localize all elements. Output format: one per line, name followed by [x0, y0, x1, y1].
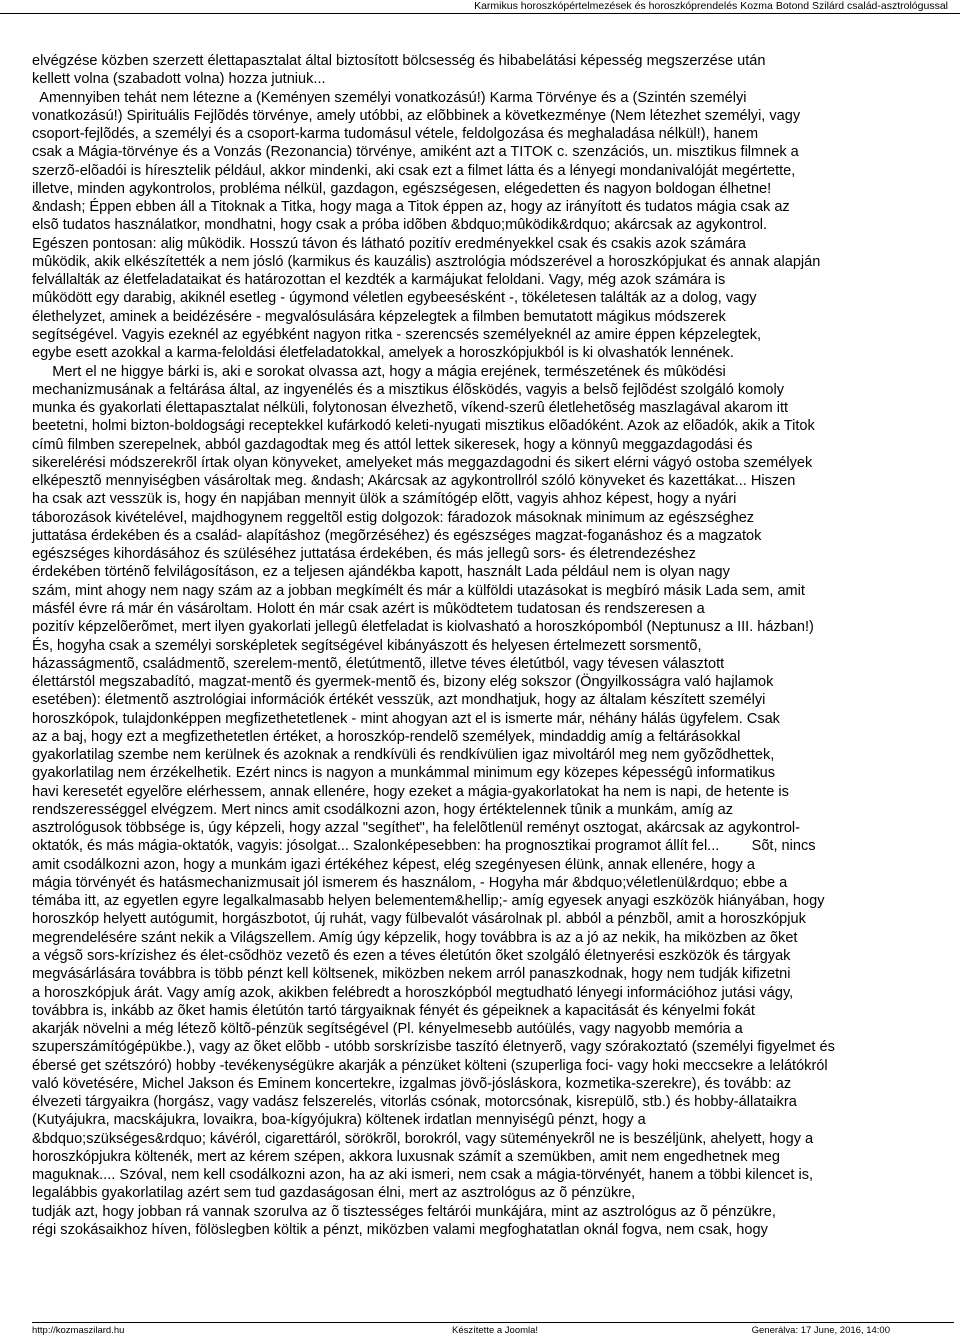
- text-line: továbbra is, inkább az õket hamis életútón tartó tárgyaiknak fényét és gépeiknek a kapacitását és kényelmi fokát: [32, 1002, 755, 1019]
- text-line: régi szokásaikhoz híven, fölöslegben költik a pénzt, miközben valami megfoghatatlan oknál fogva, nem csak, hogy: [32, 1222, 768, 1238]
- text-line: egészséges kihordásához és szüléséhez juttatása érdekében, és más jellegû sors- és életrendezéshez: [32, 546, 696, 563]
- text-line: szuperszámítógépükbe.), vagy az õket elõbb - utóbb sorskrízisbe taszító életnyerõ, vagy szórakoztató (személyi figyelmet és: [32, 1039, 835, 1056]
- text-line: &bdquo;szükséges&rdquo; kávéról, cigarettáról, sörökrõl, borokról, vagy süteményekrõl ne is beszéljünk, ahelyett, hogy a: [32, 1130, 814, 1147]
- text-line: a végsõ sors-krízishez és élet-csõdhöz vezetõ és ezen a téves életútón õket szolgáló életnyerési eszközök és tárgyak: [32, 948, 791, 965]
- text-line: gyakorlatilag szembe nem kerülnek és azoknak a rendkívüli és rendkívülien igaz mivoltáról meg nem gyõzõdhettek,: [32, 747, 775, 764]
- text-line: pozitív képzelõerõmet, mert ilyen gyakorlati jellegû életfeladat is kiolvasható a horoszkópomból (Neptunusz a III. házban!): [32, 619, 814, 636]
- text-line: ha csak azt vesszük is, hogy én napjában mennyit ülök a számítógép elõtt, vagyis ahhoz képest, hogy a nyári: [32, 491, 737, 508]
- text-line: témába itt, az egyetlen egyre legalkalmasabb helyen belementem&hellip;- amíg egyesek anyagi eszközök hiányában, hogy: [32, 893, 825, 910]
- text-line: beetetni, holmi bizton-boldogsági receptekkel kufárkodó keleti-nyugati misztikus elõadóként. Azok az elõadók, akik a Titok: [32, 418, 815, 435]
- text-line: (Kutyájukra, macskájukra, lovaikra, boa-kígyójukra) költenek irdatlan mennyiségû pénzt, hogy a: [32, 1112, 646, 1129]
- text-line: csoport-fejlõdés, a személyi és a csoport-karma tudomásul vétele, feldolgozása és meghaladása nélkül!), hanem: [32, 126, 759, 143]
- text-line: érdekében történõ felvilágosításon, ez a teljesen ajándékba kapott, használt Lada például nem is olyan nagy: [32, 564, 730, 581]
- text-line: elvégzése közben szerzett élettapasztalat által biztosított bölcsesség és hibabelátási képesség megszerzése után: [32, 53, 766, 69]
- article-body: [32, 52, 954, 1239]
- text-line: horoszkóp helyett autógumit, horgászbotot, új ruhát, vagy fülbevalót vásárolnak pl. abból a pénzbõl, amit a horoszkópjuk: [32, 911, 806, 928]
- text-line: Mert el ne higgye bárki is, aki e sorokat olvassa azt, hogy a mágia erejének, természetének és mûködési: [32, 363, 726, 380]
- text-line: való követésére, Michel Jakson és Eminem koncertekre, izgalmas jövõ-jósláskora, kozmetika-szerekre), és tovább: az: [32, 1075, 792, 1092]
- footer-rule: [32, 1322, 954, 1323]
- text-line: És, hogyha csak a személyi sorsképletek segítségével kibányászott és helyesen értelmezett sorsmentõ,: [32, 637, 702, 654]
- text-line: sikerelérési módszerekrõl írtak olyan könyveket, amelyeket más meggazdagodni és sikert elérni vágyó ostoba személyek: [32, 454, 813, 471]
- text-line: csak a Mágia-törvénye és a Vonzás (Rezonancia) törvénye, amiként azt a TITOK c. szenzációs, un. misztikus filmnek a: [32, 144, 799, 161]
- text-line: akarják növelni a még létezõ költõ-pénzük segítségével (Pl. kényelmesebb autóülés, vagy nagyobb memória a: [32, 1021, 743, 1038]
- text-line: horoszkópjukra költenék, mert az kérem szépen, akkora luxusnak számít a szemükben, amit nem engedhetnek meg: [32, 1148, 780, 1165]
- text-line: mûködik, akik elkészítették a nem jósló (karmikus és kauzális) asztrológia módszerével a horoszkópjukat és annak alapján: [32, 253, 821, 270]
- text-line: megrendelésére szánt nekik a Világszellem. Amíg úgy képzelik, hogy továbbra is az a jó az nekik, ha miközben az õket: [32, 929, 798, 946]
- page-footer: [0, 1322, 960, 1338]
- text-line: élethelyzet, aminek a beidézésére - megvalósulására képzelegtek a filmben bemutatott mágikus módszerek: [32, 308, 726, 325]
- text-line: felvállalták az életfeladataikat és határozottan el kezdték a karmájukat feloldani. Vagy, még azok számára is: [32, 272, 726, 289]
- header-rule: [0, 13, 960, 14]
- text-line: élettárstól megszabadító, magzat-mentõ és gyermek-mentõ és, bizony elég sokszor (Öngyilkosságra való hajlamok: [32, 674, 774, 691]
- header-title: Karmikus horoszkópértelmezések és horoszkóprendelés Kozma Botond Szilárd család-asztrológussal: [474, 0, 948, 12]
- text-line: havi keresetét egyelõre elérhessem, annak ellenére, hogy ezeket a mágia-gyakorlatokat ha nem is napi, de hetente is: [32, 783, 789, 800]
- text-line: elképesztõ mennyiségben vásároltak meg. &ndash; Akárcsak az agykontrollról szóló könyveket és kazettákat... Hiszen: [32, 473, 796, 490]
- text-line: gyakorlatilag nem érzékelhetik. Ezért nincs is nagyon a munkámmal minimum egy közepes képességû informatikus: [32, 765, 776, 782]
- text-line: másfél évre rá már én vásároltam. Holott én már csak azért is mûködtetem tudatosan és rendszeresen a: [32, 600, 705, 617]
- text-line: mechanizmusának a feltárása által, az ingyenélés és a misztikus élõsködés, vagyis a belsõ fejlõdést szolgáló komoly: [32, 381, 784, 398]
- text-line: egybe esett azokkal a karma-feloldási életfeladatokkal, amelyek a horoszkópjukból is ki olvashatók lennének.: [32, 345, 734, 362]
- footer-site-link[interactable]: http://kozmaszilard.hu: [32, 1325, 125, 1336]
- footer-generated-date: Generálva: 17 June, 2016, 14:00: [751, 1325, 890, 1336]
- text-line: ébersé get szétszóró) hobby -tevékenységükre akarják a pénzüket költeni (szuperliga foci- vagy hoki meccsekre a lelátókról: [32, 1057, 828, 1074]
- text-line: maguknak.... Szóval, nem kell csodálkozni azon, ha az aki ismeri, nem csak a mágia-törvényét, hanem a többi kilencet is,: [32, 1167, 814, 1184]
- text-line: illetve, minden agykontrolos, probléma nélkül, gazdagon, egészségesen, elégedetten és nagyon boldogan élhetne!: [32, 180, 772, 197]
- text-line: juttatása érdekében és a család- alapításhoz (megõrzéséhez) és egészséges magzat-foganáshoz és a magzatok: [32, 527, 762, 544]
- text-line: táborozások kivételével, majdhogynem reggeltõl estig dolgozok: fáradozok másoknak minimum az egészséghez: [32, 509, 755, 526]
- text-line: mûködött egy darabig, akiknél esetleg - úgymond véletlen egybeesésként -, tökéletesen találták az a dolog, vagy: [32, 290, 757, 307]
- text-line: a horoszkópjuk árát. Vagy amíg azok, akikben felébredt a horoszkópból megtudható lényegi információhoz jutási vágy,: [32, 984, 794, 1001]
- text-line: munka és gyakorlati élettapasztalat nélküli, folytonosan élvezhetõ, víkend-szerû életlehetõség maszlagával akarom itt: [32, 400, 789, 417]
- page-header: [0, 0, 960, 14]
- text-line: esetében): életmentõ asztrológiai információk értékét vesszük, azt mondhatjuk, hogy az általam készített személyi: [32, 692, 766, 709]
- text-line: segítségével. Vagyis ezeknél az egyébként nagyon ritka - szerencsés személyeknél az amire éppen képzelegtek,: [32, 326, 762, 343]
- text-line: Egészen pontosan: alig mûködik. Hosszú távon és látható pozitív eredményekkel csak és csakis azok számára: [32, 235, 746, 252]
- text-line: tudják azt, hogy jobban rá vannak szorulva az õ tisztességes feltárói munkájára, mint az asztrológus az õ pénzükre,: [32, 1203, 776, 1220]
- text-line: elsõ tudatos használatkor, mondhatni, hogy csak a próba idõben &bdquo;mûködik&rdquo; akárcsak az agykontrol.: [32, 217, 768, 234]
- text-line: &ndash; Éppen ebben áll a Titoknak a Titka, hogy maga a Titok éppen az, hogy az irányított és tudatos mágia csak az: [32, 199, 790, 216]
- text-line: házasságmentõ, családmentõ, szerelem-mentõ, életútmentõ, illetve téves életútból, vagy tévesen választott: [32, 655, 725, 672]
- text-line: élvezeti tárgyaikra (horgász, vagy vadász felszerelés, vitorlás csónak, motorcsónak, kisrepülõ, stb.) és hobby-állataikra: [32, 1094, 797, 1111]
- text-line: vonatkozású!) Spirituális Fejlõdés törvénye, amely utóbbi, az elõbbinek a következménye (Nem létezhet személyi, vagy: [32, 107, 801, 124]
- text-line: amit csodálkozni azon, hogy a munkám igazi értékéhez képest, elég szegényesen élünk, annak ellenére, hogy a: [32, 856, 755, 873]
- text-line: rendszerességgel elvégzem. Mert nincs amit csodálkozni azon, hogy értéktelennek tûnik a munkám, amíg az: [32, 801, 734, 818]
- text-line: megvásárlására továbbra is több pénzt kell költsenek, miközben nekem arról panaszkodnak, hogy nem tudják kifizetni: [32, 966, 791, 983]
- text-line: címû filmben szerepelnek, abból gazdagodtak meg és attól lettek sikeresek, hogy a könnyû meggazdagodási és: [32, 436, 753, 453]
- footer-credit: Készítette a Joomla!: [452, 1325, 539, 1336]
- text-line: legalábbis gyakorlatilag azért sem tud gazdaságosan élni, mert az asztrológus az õ pénzükre,: [32, 1185, 636, 1202]
- text-line: horoszkópok, tulajdonképpen megfizethetetlenek - mint ahogyan azt el is ismerte már, néhány hálás ügyfelem. Csak: [32, 710, 780, 727]
- text-line: asztrológusok többsége is, úgy képzeli, hogy azzal "segíthet", ha felelõtlenül reményt osztogat, akárcsak az agykontrol-: [32, 820, 800, 837]
- text-line: kellett volna (szabadott volna) hozza jutniuk...: [32, 71, 326, 88]
- text-line: oktatók, és más mágia-oktatók, vagyis: jósolgat... Szalonképesebben: ha prognosztikai programot állít fel... Sõt, nincs: [32, 838, 816, 855]
- text-line: szerzõ-elõadói is híresztelik például, akkor mindenki, aki csak ezt a filmet látta és a lényegi mondanivalóját megértette,: [32, 162, 796, 179]
- text-line: mágia törvényét és hatásmechanizmusait jól ismerem és használom, - Hogyha már &bdquo;véletlenül&rdquo; ebbe a: [32, 874, 788, 891]
- text-line: az a baj, hogy ezt a megfizethetetlen értéket, a horoszkóp-rendelõ személyek, mindaddig amíg a feltárásokkal: [32, 728, 741, 745]
- text-line: szám, mint ahogy nem nagy szám az a jobban megkímélt és már a külföldi utazásokat is megbíró másik Lada sem, amit: [32, 582, 805, 599]
- text-line: Amennyiben tehát nem létezne a (Keményen személyi vonatkozású!) Karma Törvénye és a (Szintén személyi: [32, 89, 747, 106]
